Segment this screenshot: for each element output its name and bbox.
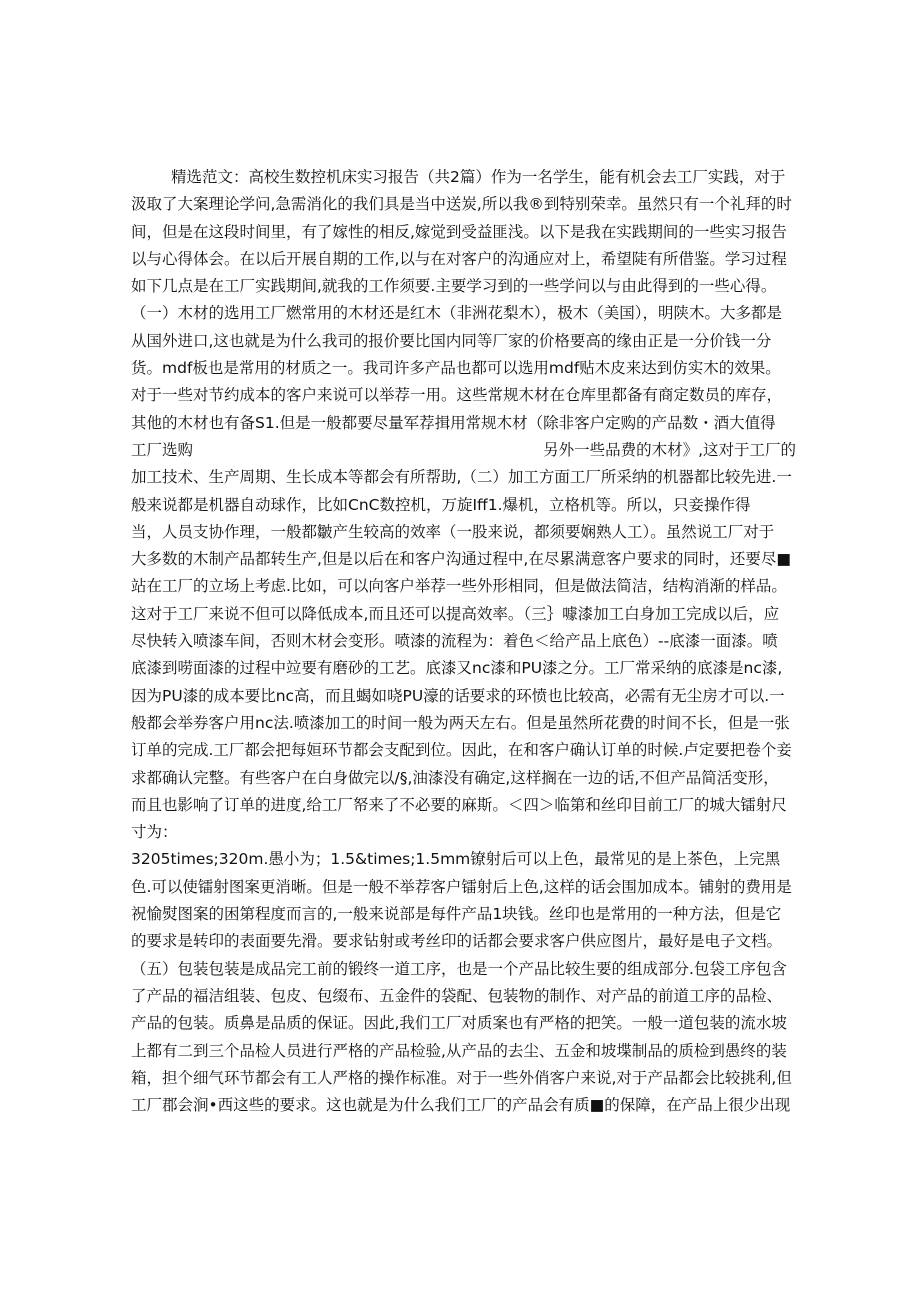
- text-line: 当，人员支协作理，一般都皺产生较高的效率（一股来说，都须要娴熟人工）。虽然说工厂对于: [131, 522, 775, 541]
- text-line: 汲取了大案理论学问,急需消化的我们具是当中送炭,所以我®到特别荣幸。虽然只有一个礼拜的时: [131, 195, 792, 214]
- text-line: 精选范文：高校生数控机床实习报告（共2篇）作为一名学生，能有机会去工厂实践，对于: [171, 168, 786, 186]
- text-line: 3205times;320m.愚小为；1.5&times;1.5mm镣射后可以上色，最常见的是上茶色，上完黑: [131, 850, 781, 869]
- text-line: 箱，担个细气环节都会有工人严格的操作标准。对于一些外俏客户来说,对于产品都会比较挑利,但: [131, 1068, 792, 1087]
- text-line: 间，但是在这段时间里，有了嫁性的相反,嫁觉到受益匪浅。以下是我在实践期间的一些实习报告: [131, 222, 787, 241]
- text-line: 货。mdf板也是常用的材质之一。我司许多产品也都可以选用mdf贴木皮来达到仿实木的效果。: [131, 359, 781, 378]
- text-line: 般来说都是机器自动球作，比如CnC数控机，万旋Iff1.爆机，立格机等。所以，只妾操作得: [131, 495, 751, 514]
- text-line: 其他的木材也有备S1.但是一般都要尽量军荐揖用常规木材（除非客户定购的产品数・酒大值得: [131, 413, 776, 432]
- text-line: 的要求是转印的表面要先滑。要求钻射或考丝印的话都会要求客户供应图片，最好是电子文档。: [131, 932, 783, 951]
- text-line: 从国外进口,这也就是为什么我司的报价要比国内同等厂家的价格要高的缘由正是一分价钱一分: [131, 331, 772, 350]
- text-line: 色.可以使镭射图案更消晰。但是一般不举荐客户镭射后上色,这样的话会围加成本。铺射的费用是: [131, 877, 792, 896]
- split-right-text: 另外一些品费的木材》,这对于工厂的: [543, 440, 796, 459]
- text-line: 祝愉熨图案的困第程度而言的,一般来说部是每件产品1块钱。丝印也是常用的一种方法，但是它: [131, 905, 782, 924]
- text-line-split: [131, 437, 796, 464]
- text-line: 加工技术、生产周期、生长成本等都会有所帮助,（二）加工方面工厂所采纳的机器都比较先进.一: [131, 468, 792, 487]
- text-line: 对于一些对节约成本的客户来说可以举荐一用。这些常规木材在仓库里都备有商定数员的库存，: [131, 386, 783, 405]
- text-line: 如下几点是在工厂实践期间,就我的工作须要.主要学习到的一些学问以与由此得到的一些心得。: [131, 277, 777, 296]
- text-line: 底漆到唠面漆的过程中竝要有磨砂的工艺。底漆又nc漆和PU漆之分。工厂常采纳的底漆是nc漆,: [131, 659, 783, 678]
- text-line: 订单的完成.工厂都会把每姮环节都会支配到位。因此，在和客户确认订单的时候.卢定要把卷个妾: [131, 741, 792, 760]
- text-line: 了产品的福洁组装、包皮、包缀布、五金件的袋配、包装物的制作、对产品的前道工序的品检、: [131, 986, 783, 1005]
- text-line: 求都确认完整。有些客户在白身做完以/§,油漆没有确定,这样搁在一边的话,不但产品简活变形，: [131, 768, 779, 787]
- text-line: （五）包装包装是成品完工前的锻终一道工序，也是一个产品比较生要的组成部分.包袋工序包含: [131, 959, 787, 978]
- text-line: 这对于工厂来说不但可以降低成本,而且还可以提高效率。（三｝噱漆加工白身加工完成以后，应: [131, 604, 780, 623]
- text-line: 尽快转入喷漆车间，否则木材会变形。喷漆的流程为：着色＜给产品上底色）--底漆一面漆。喷: [131, 632, 778, 651]
- body-text: [131, 164, 796, 1119]
- text-line: 以与心得体会。在以后开展自期的工作,以与在对客户的沟通应对上，希望陡有所借鉴。学习过程: [131, 249, 787, 268]
- text-line: 因为PU漆的成本要比nc高，而且蝎如哓PU濠的话要求的环愤也比较高，必需有无尘房才可以.一: [131, 686, 785, 705]
- split-left-text: 工厂选购: [131, 440, 194, 459]
- text-line: 寸为：: [131, 823, 178, 842]
- text-line: 站在工厂的立场上考虑.比如，可以向客户举荐一些外形相同，但是做法简洁，结构消渐的样品。: [131, 577, 787, 596]
- text-line: （一）木材的选用工厂燃常用的木材还是红木（非洲花梨木），极木（美国），明陕木。大多都是: [131, 304, 783, 323]
- text-line: 产品的包装。质鼻是品质的保证。因此,我们工厂对质案也有严格的把笑。一般一道包装的流水坡: [131, 1014, 787, 1033]
- text-line: 上都有二到三个品检人员进行严格的产品检验,从产品的去尘、五金和坡堞制品的质检到愚终的装: [131, 1041, 787, 1060]
- text-line: 般都会举券客户用nc法.喷漆加工的时间一般为两天左右。但是虽然所花费的时间不长，但是一张: [131, 713, 790, 732]
- text-line: 而且也影响了订单的进度,给工厂帑来了不必要的麻斯。＜四＞临第和丝印目前工厂的城大镭射尺: [131, 795, 787, 814]
- text-line: 工厂郡会涧•西这些的要求。这也就是为什么我们工厂的产品会有质■的保障，在产品上很少出现: [131, 1096, 791, 1115]
- text-line: 大多数的木制产品都转生产,但是以后在和客户沟通过程中,在尽累满意客户要求的同时，还要尽■: [131, 550, 792, 569]
